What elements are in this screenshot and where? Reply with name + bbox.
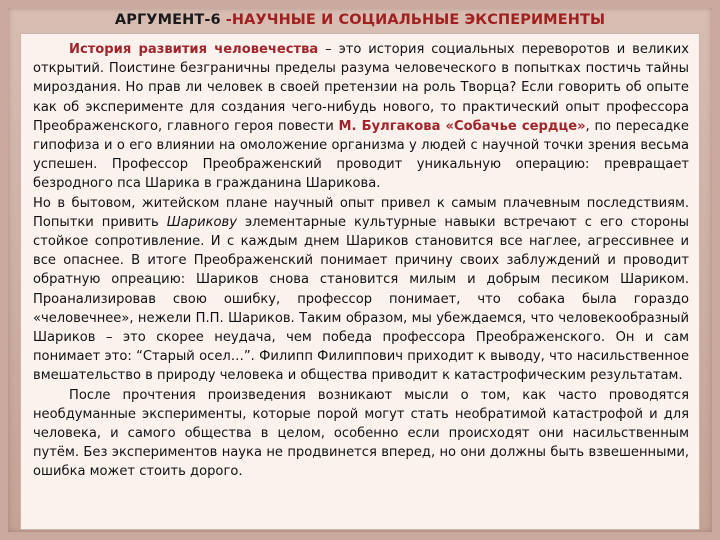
lead-phrase: История развития человечества <box>69 42 319 57</box>
italic-name: Шарикову <box>166 214 237 230</box>
paragraph-2-text-a: Но в бытовом, житейском плане научный опыт привел к самым плачевным последствиям. Попытки привить <box>33 195 689 230</box>
paragraph-3-text: После прочтения произведения возникают мысли о том, как часто проводятся необдуманные эксперименты, которые порой могут стать необратимой катастрофой и для человека, и самого общества в целом, особенно если происходят они насильственным путём. Без экспериментов наука не продвинется вперед, но они должны быть взвешенными, ошибка может стоить дорого. <box>33 387 689 480</box>
title-accent: -НАУЧНЫЕ И СОЦИАЛЬНЫЕ ЭКСПЕРИМЕНТЫ <box>225 12 606 28</box>
essay-text-box <box>20 33 700 530</box>
paragraph-2-text-b: элементарные культурные навыки встречают с его стороны стойкое сопротивление. И с каждым днем Шариков становится все наглее, агрессивнее и все опаснее. В итоге Преображенский понимает причину своих заблуждений и проводит обратную опреацию: Шариков снова становится милым и добрым песиком Шариком. Проанализировав свою ошибку, профессор понимает, что собака была гораздо «человечнее», нежели П.П. Шариков. Таким образом, мы убеждаемся, что человекообразный Шариков – это скорее неудача, чем победа профессора Преображенского. Он и сам понимает это: “Старый осел…”. Филипп Филиппович приходит к выводу, что насильственное вмешательство в природу человека и общества приводит к катастрофическим результатам. <box>33 214 689 384</box>
slide-title <box>0 12 720 28</box>
paragraph-1-text-a: – это история социальных переворотов и великих открытий. Поистине безграничны пределы разума человеческого в попытках постичь тайны мироздания. Но прав ли человек в своей претензии на роль Творца? Если говорить об опыте как об эксперименте для создания чего-нибудь нового, то практический опыт профессора Преображенского, главного героя повести <box>33 42 689 134</box>
paragraph-1 <box>33 40 689 194</box>
book-reference: М. Булгакова «Собачье сердце» <box>338 118 586 134</box>
paragraph-1-text-b: , по пересадке гипофиза и о его влиянии на омоложение организма у людей с научной точки зрения весьма успешен. Профессор Преображенский проводит уникальную операцию: превращает безродного пса Шарика в гражданина Шарикова. <box>33 118 689 192</box>
paragraph-2 <box>33 194 689 386</box>
title-prefix: АРГУМЕНТ-6 <box>114 12 226 28</box>
paragraph-3 <box>33 386 689 482</box>
